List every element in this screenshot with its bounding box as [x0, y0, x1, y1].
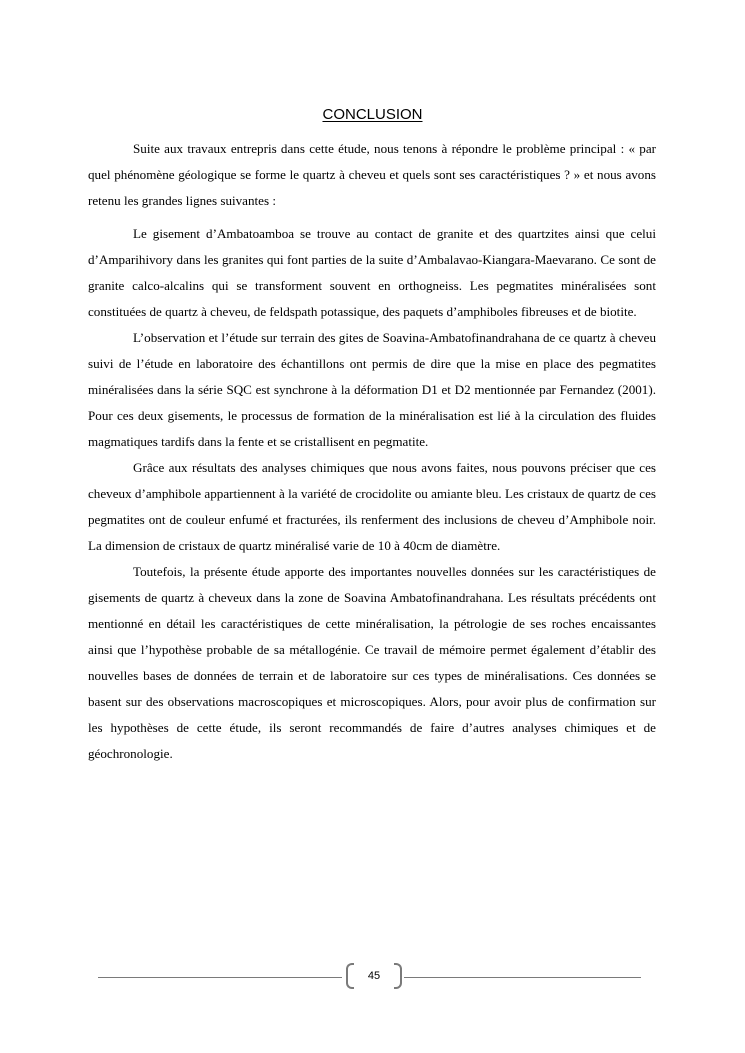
page-number: 45	[367, 970, 381, 982]
paragraph-intro: Suite aux travaux entrepris dans cette étude, nous tenons à répondre le problème principal : « par quel phénomène géologique se forme le quartz à cheveu et quels sont ses caractéristiques ? » et nous avons retenu les grandes lignes suivantes :	[88, 141, 656, 208]
footer-bracket-right	[394, 963, 402, 989]
footer-rule-left	[98, 977, 342, 978]
paragraph-toutefois: Toutefois, la présente étude apporte des importantes nouvelles données sur les caractéristiques de gisements de quartz à cheveux dans la zone de Soavina Ambatofinandrahana. Les résultats précédents ont mentionné en détail les caractéristiques de cette minéralisation, la pétrologie de ses roches encaissantes ainsi que l’hypothèse probable de sa métallogénie. Ce travail de mémoire permet également d’établir des nouvelles bases de données de terrain et de laboratoire sur ces types de minéralisations. Ces données se basent sur des observations macroscopiques et microscopiques. Alors, pour avoir plus de confirmation sur les hypothèses de cette étude, ils seront recommandés de faire d’autres analyses chimiques et de géochronologie.	[88, 564, 656, 761]
paragraph-observation: L’observation et l’étude sur terrain des gites de Soavina-Ambatofinandrahana de ce quartz à cheveu suivi de l’étude en laboratoire des échantillons ont permis de dire que la mise en place des pegmatites minéralisées dans la série SQC est synchrone à la déformation D1 et D2 mentionnée par Fernandez (2001). Pour ces deux gisements, le processus de formation de la minéralisation est lié à la circulation des fluides magmatiques tardifs dans la fente et se cristallisent en pegmatite.	[88, 330, 656, 449]
conclusion-body	[88, 136, 656, 767]
page-title: CONCLUSION	[322, 106, 423, 123]
paragraph-analyses: Grâce aux résultats des analyses chimiques que nous avons faites, nous pouvons préciser que ces cheveux d’amphibole appartiennent à la variété de crocidolite ou amiante bleu. Les cristaux de quartz de ces pegmatites ont de couleur enfumé et fracturées, ils renferment des inclusions de cheveu d’Amphibole noir. La dimension de cristaux de quartz minéralisé varie de 10 à 40cm de diamètre.	[88, 460, 656, 553]
page-footer	[0, 963, 745, 991]
paragraph-gisement: Le gisement d’Ambatoamboa se trouve au contact de granite et des quartzites ainsi que celui d’Amparihivory dans les granites qui font parties de la suite d’Ambalavao-Kiangara-Maevarano. Ce sont de granite calco-alcalins qui se transforment souvent en orthogneiss. Les pegmatites minéralisées sont constituées de quartz à cheveu, de feldspath potassique, des paquets d’amphiboles fibreuses et de biotite.	[88, 226, 656, 319]
footer-bracket-left	[346, 963, 354, 989]
footer-rule-right	[404, 977, 641, 978]
